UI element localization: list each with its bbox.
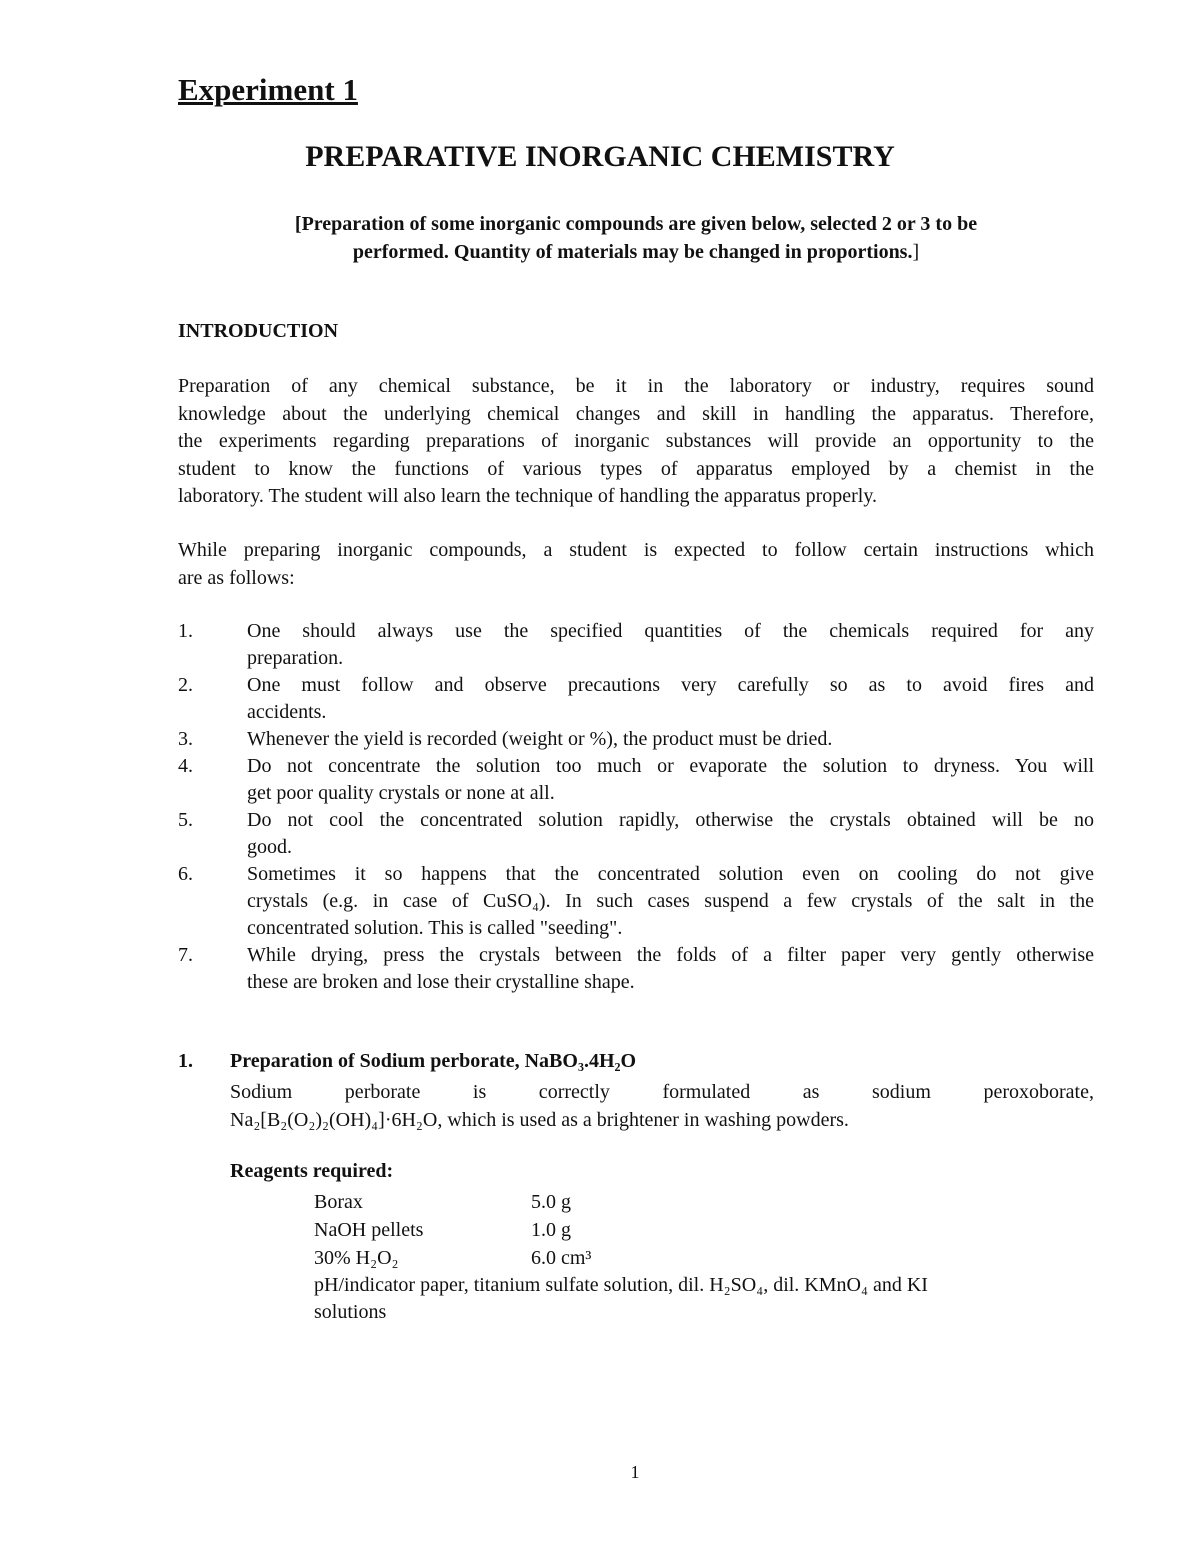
section-title: Preparation of Sodium perborate, NaBO₃.4H₂O bbox=[230, 1050, 637, 1072]
table-row bbox=[314, 1188, 591, 1216]
list-item-line: Do not concentrate the solution too much or evaporate the solution to dryness. You will bbox=[247, 755, 1094, 777]
reagent-amount: 5.0 g bbox=[531, 1191, 571, 1213]
subtitle-bracket: ] bbox=[912, 241, 920, 263]
list-item-number: 3. bbox=[178, 728, 193, 750]
introduction-heading: INTRODUCTION bbox=[178, 320, 339, 342]
list-item-line: Whenever the yield is recorded (weight or %), the product must be dried. bbox=[247, 728, 833, 750]
section-description bbox=[230, 1078, 1094, 1134]
paragraph-line: laboratory. The student will also learn the technique of handling the apparatus properly. bbox=[178, 485, 878, 507]
paragraph-line: student to know the functions of various types of apparatus employed by a chemist in the bbox=[178, 457, 1094, 480]
additional-reagents-line: pH/indicator paper, titanium sulfate solution, dil. H₂SO₄, dil. KMnO₄ and KI bbox=[314, 1274, 928, 1296]
list-item bbox=[178, 618, 1094, 672]
list-item-number: 1. bbox=[178, 620, 193, 642]
list-item bbox=[178, 753, 1094, 807]
list-item bbox=[178, 942, 1094, 996]
list-item bbox=[178, 726, 1094, 753]
introduction-paragraph-2 bbox=[178, 537, 1094, 592]
experiment-label: Experiment 1 bbox=[178, 72, 358, 107]
instruction-list bbox=[178, 618, 1094, 996]
paragraph-line: knowledge about the underlying chemical changes and skill in handling the apparatus. Therefore, bbox=[178, 402, 1094, 425]
list-item-line: these are broken and lose their crystalline shape. bbox=[247, 971, 635, 993]
list-item-line: accidents. bbox=[247, 701, 327, 723]
introduction-paragraph-1 bbox=[178, 373, 1094, 511]
list-item-line: concentrated solution. This is called "seeding". bbox=[247, 917, 623, 939]
list-item-number: 7. bbox=[178, 944, 193, 966]
list-item bbox=[178, 672, 1094, 726]
additional-reagents bbox=[314, 1272, 1074, 1326]
table-row bbox=[314, 1216, 591, 1244]
section-number: 1. bbox=[178, 1050, 193, 1072]
subtitle-line-2-text: performed. Quantity of materials may be changed in proportions. bbox=[352, 241, 913, 263]
paragraph-line: Preparation of any chemical substance, be it in the laboratory or industry, requires sound bbox=[178, 375, 1094, 397]
reagent-name: 30% H₂O₂ bbox=[314, 1247, 399, 1269]
reagent-name: NaOH pellets bbox=[314, 1219, 424, 1241]
section-description-line: Na₂[B₂(O₂)₂(OH)₄]·6H₂O, which is used as a brightener in washing powders. bbox=[230, 1109, 849, 1131]
list-item bbox=[178, 807, 1094, 861]
list-item-line: preparation. bbox=[247, 647, 344, 669]
table-row bbox=[314, 1244, 591, 1272]
section-description-line: Sodium perborate is correctly formulated as sodium peroxoborate, bbox=[230, 1081, 1094, 1103]
list-item-number: 2. bbox=[178, 674, 193, 696]
reagents-heading: Reagents required: bbox=[230, 1160, 394, 1182]
additional-reagents-line: solutions bbox=[314, 1301, 387, 1323]
page-title: PREPARATIVE INORGANIC CHEMISTRY bbox=[305, 140, 895, 173]
subtitle-line-1: [Preparation of some inorganic compounds are given below, selected 2 or 3 to be bbox=[294, 213, 978, 235]
list-item-line: good. bbox=[247, 836, 292, 858]
list-item-number: 5. bbox=[178, 809, 193, 831]
list-item-number: 4. bbox=[178, 755, 193, 777]
subtitle bbox=[178, 210, 1094, 266]
list-item-line: One must follow and observe precautions very carefully so as to avoid fires and bbox=[247, 674, 1094, 696]
reagent-name: Borax bbox=[314, 1191, 363, 1213]
list-item-line: crystals (e.g. in case of CuSO₄). In such cases suspend a few crystals of the salt in the bbox=[247, 890, 1094, 912]
reagent-amount: 1.0 g bbox=[531, 1219, 571, 1241]
paragraph-line: are as follows: bbox=[178, 566, 295, 589]
paragraph-line: the experiments regarding preparations of inorganic substances will provide an opportunity to the bbox=[178, 430, 1094, 452]
reagents-table bbox=[314, 1188, 591, 1272]
list-item-line: One should always use the specified quantities of the chemicals required for any bbox=[247, 620, 1094, 642]
page-number: 1 bbox=[630, 1462, 640, 1482]
paragraph-line: While preparing inorganic compounds, a student is expected to follow certain instructions which bbox=[178, 539, 1094, 561]
subtitle-line-2 bbox=[178, 238, 1094, 266]
list-item-line: Sometimes it so happens that the concentrated solution even on cooling do not give bbox=[247, 863, 1094, 885]
list-item-line: Do not cool the concentrated solution rapidly, otherwise the crystals obtained will be no bbox=[247, 809, 1094, 831]
list-item-line: While drying, press the crystals between the folds of a filter paper very gently otherwise bbox=[247, 944, 1094, 966]
list-item-line: get poor quality crystals or none at all. bbox=[247, 782, 555, 804]
reagent-amount: 6.0 cm³ bbox=[531, 1247, 592, 1269]
list-item-number: 6. bbox=[178, 863, 193, 885]
list-item bbox=[178, 861, 1094, 942]
